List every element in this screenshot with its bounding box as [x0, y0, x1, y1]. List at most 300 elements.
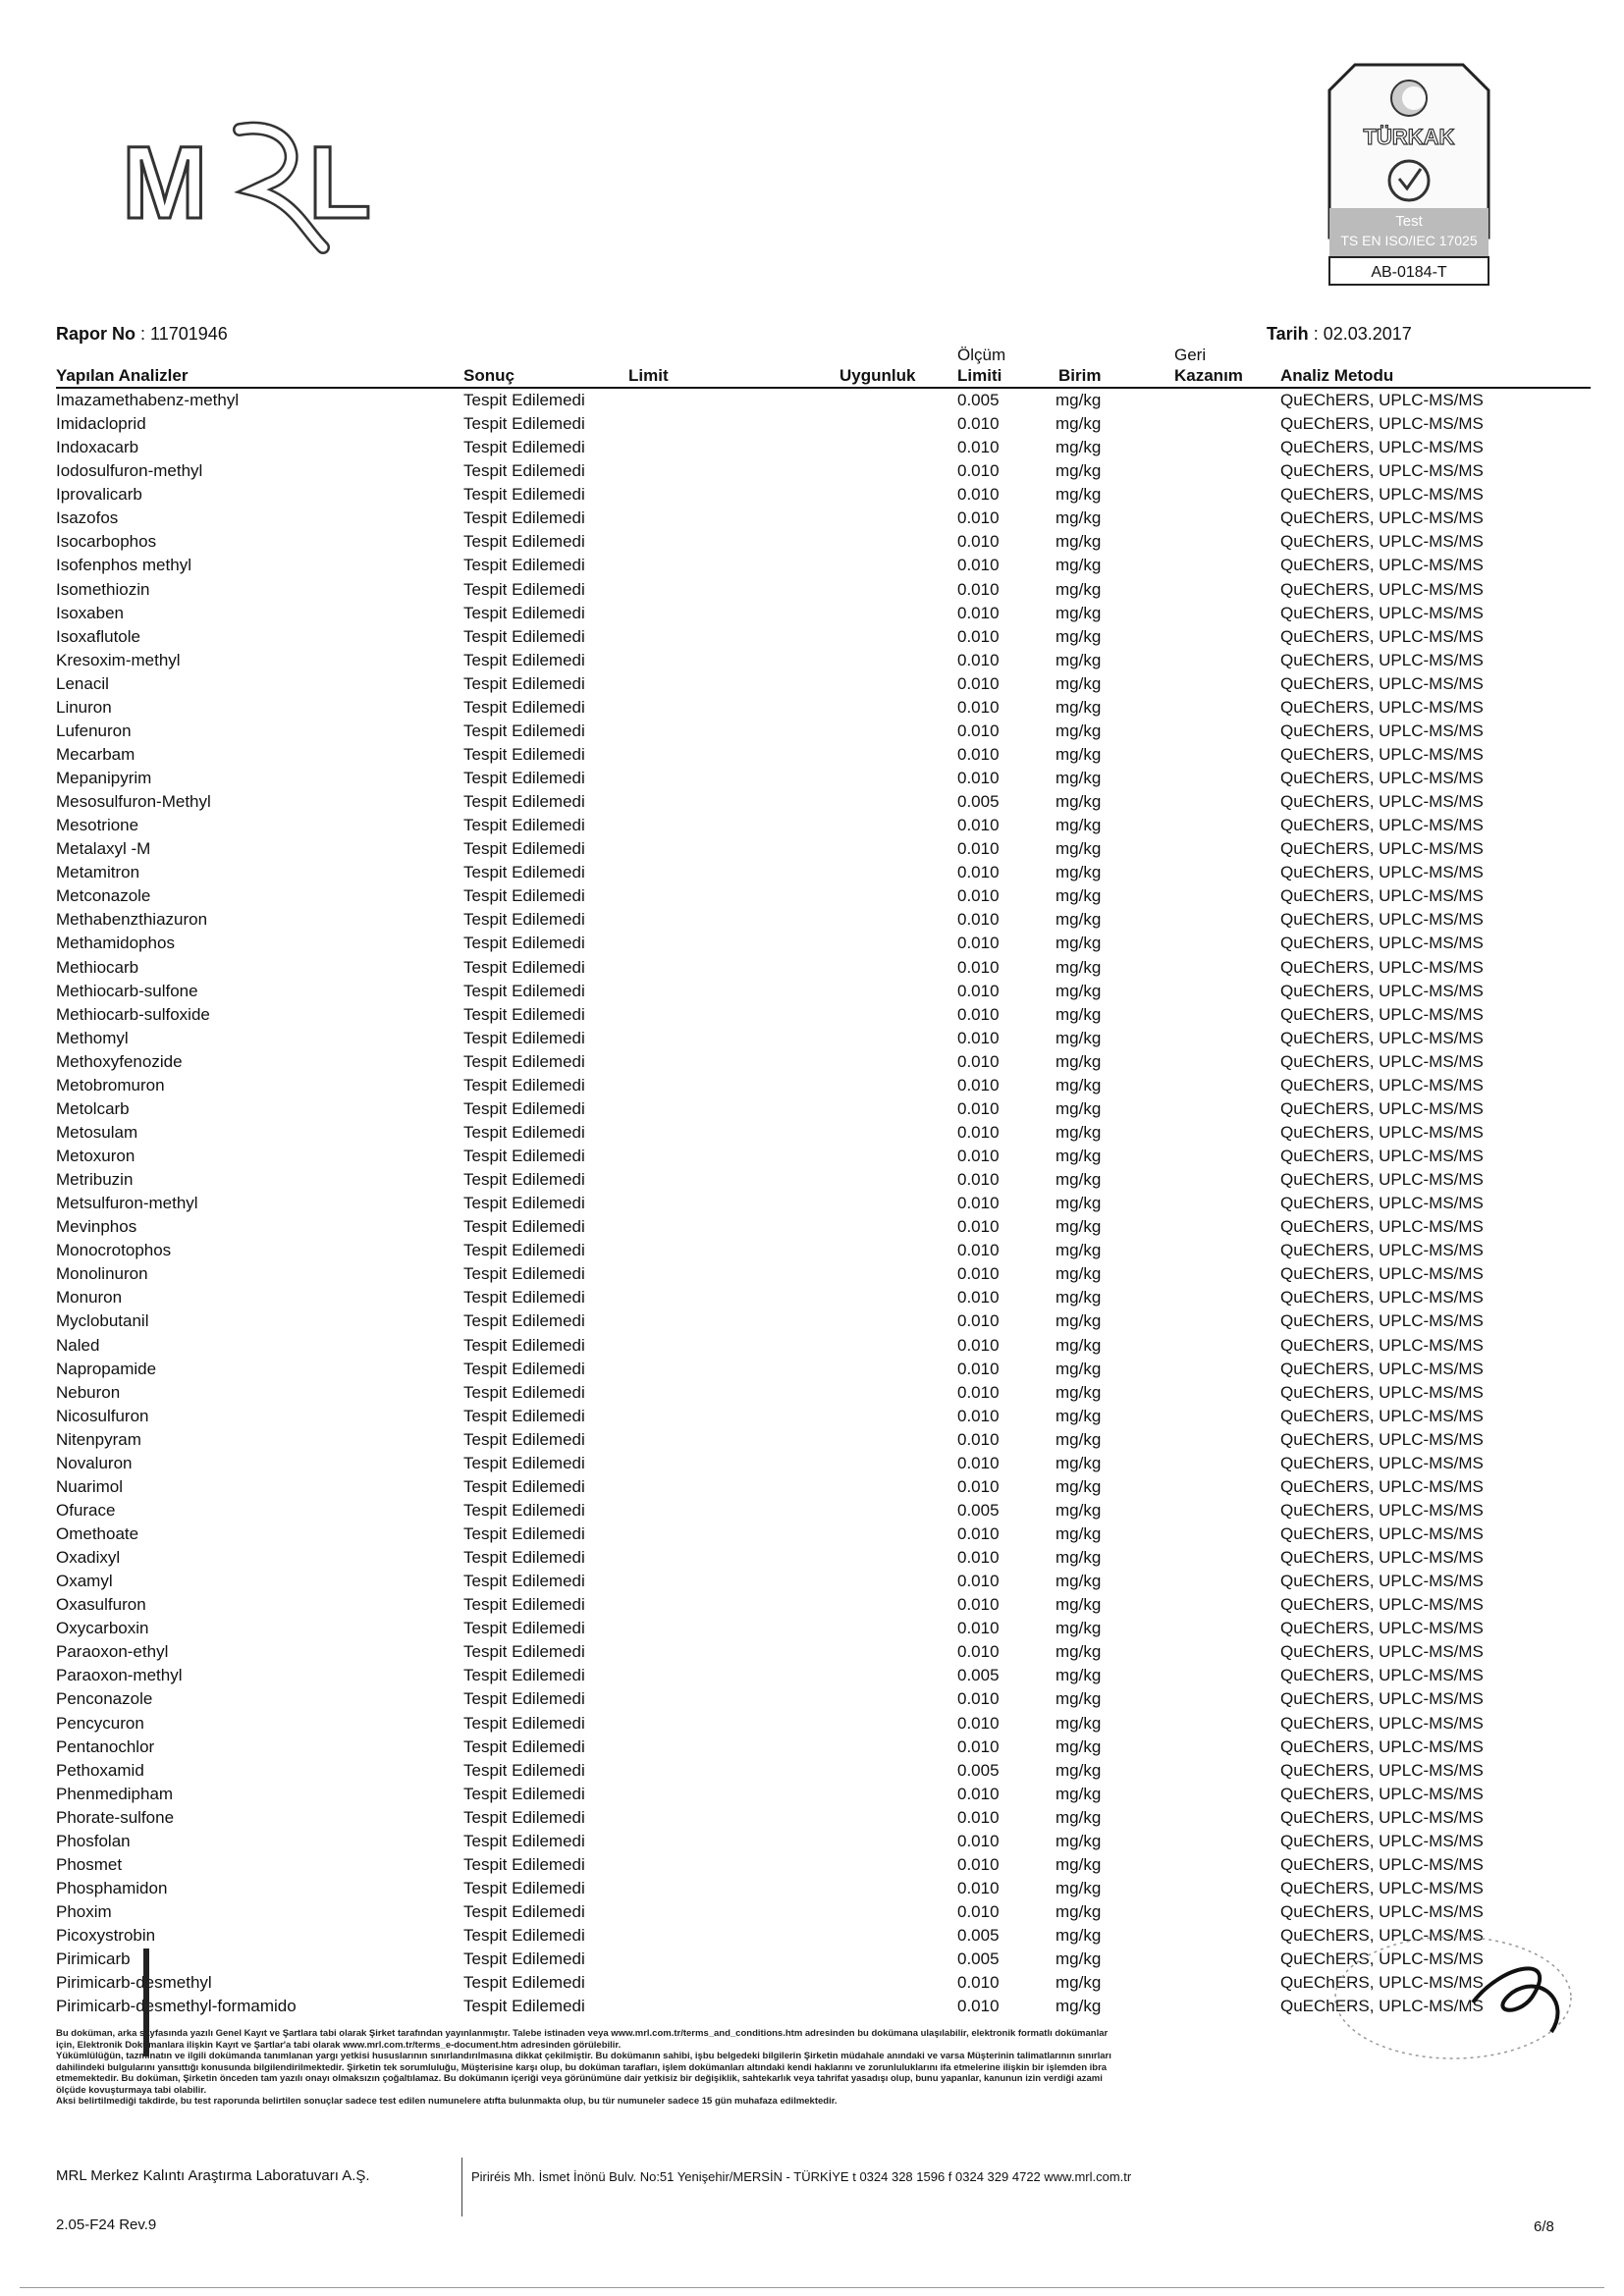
method-value: QuEChERS, UPLC-MS/MS: [1280, 1051, 1484, 1071]
col-recovery-top: Geri: [1174, 346, 1207, 364]
unit-value: mg/kg: [1056, 910, 1102, 930]
analyte-name: Methiocarb-sulfone: [56, 981, 198, 1000]
disclaimer-line: için, Elektronik Dokümanlara ilişkin Kayıt ve Şartlar'a tabi olarak www.mrl.com.tr/terms_e-document.htm adresinden görülebilir.: [56, 2039, 622, 2051]
unit-value: mg/kg: [1056, 532, 1102, 552]
measurement-limit: 0.010: [957, 863, 1000, 882]
table-row: [0, 1712, 1624, 1735]
unit-value: mg/kg: [1056, 1689, 1102, 1709]
measurement-limit: 0.010: [957, 1784, 1000, 1803]
analyte-name: Isazofos: [56, 508, 119, 528]
result-value: Tespit Edilemedi: [463, 1689, 585, 1709]
result-value: Tespit Edilemedi: [463, 1784, 585, 1803]
analyte-name: Methamidophos: [56, 934, 175, 953]
table-row: [0, 743, 1624, 767]
unit-value: mg/kg: [1056, 792, 1102, 812]
measurement-limit: 0.010: [957, 910, 1000, 930]
method-value: QuEChERS, UPLC-MS/MS: [1280, 1217, 1484, 1237]
measurement-limit: 0.005: [957, 1500, 1000, 1520]
result-value: Tespit Edilemedi: [463, 1548, 585, 1568]
analyte-name: Ofurace: [56, 1500, 116, 1520]
unit-value: mg/kg: [1056, 839, 1102, 859]
measurement-limit: 0.010: [957, 744, 1000, 764]
analyte-name: Phosphamidon: [56, 1878, 168, 1897]
unit-value: mg/kg: [1056, 1476, 1102, 1496]
unit-value: mg/kg: [1056, 1217, 1102, 1237]
col-unit: Birim: [1058, 366, 1102, 385]
method-value: QuEChERS, UPLC-MS/MS: [1280, 1500, 1484, 1520]
measurement-limit: 0.010: [957, 485, 1000, 505]
table-row: [0, 1428, 1624, 1452]
method-value: QuEChERS, UPLC-MS/MS: [1280, 1028, 1484, 1047]
measurement-limit: 0.010: [957, 532, 1000, 552]
result-value: Tespit Edilemedi: [463, 508, 585, 528]
measurement-limit: 0.005: [957, 1760, 1000, 1780]
result-value: Tespit Edilemedi: [463, 1288, 585, 1308]
analyte-name: Isomethiozin: [56, 579, 150, 599]
analyte-name: Myclobutanil: [56, 1311, 149, 1331]
method-value: QuEChERS, UPLC-MS/MS: [1280, 1098, 1484, 1118]
method-value: QuEChERS, UPLC-MS/MS: [1280, 1453, 1484, 1472]
method-value: QuEChERS, UPLC-MS/MS: [1280, 1572, 1484, 1591]
unit-value: mg/kg: [1056, 1926, 1102, 1946]
analyte-name: Isoxaben: [56, 603, 124, 622]
unit-value: mg/kg: [1056, 650, 1102, 669]
table-row: [0, 767, 1624, 790]
table-row: [0, 1806, 1624, 1830]
table-row: [0, 1499, 1624, 1522]
report-date: [1267, 324, 1412, 345]
measurement-limit: 0.010: [957, 1854, 1000, 1874]
table-row: [0, 956, 1624, 980]
measurement-limit: 0.010: [957, 1241, 1000, 1260]
table-row: [0, 1334, 1624, 1358]
analyte-name: Imazamethabenz-methyl: [56, 391, 240, 409]
measurement-limit: 0.010: [957, 697, 1000, 717]
method-value: QuEChERS, UPLC-MS/MS: [1280, 1831, 1484, 1850]
analyte-name: Pentanochlor: [56, 1736, 155, 1756]
unit-value: mg/kg: [1056, 579, 1102, 599]
measurement-limit: 0.010: [957, 1264, 1000, 1284]
measurement-limit: 0.010: [957, 1311, 1000, 1331]
result-value: Tespit Edilemedi: [463, 1642, 585, 1662]
unit-value: mg/kg: [1056, 626, 1102, 646]
analyte-name: Lenacil: [56, 673, 109, 693]
result-value: Tespit Edilemedi: [463, 1170, 585, 1190]
result-value: Tespit Edilemedi: [463, 532, 585, 552]
result-value: Tespit Edilemedi: [463, 1500, 585, 1520]
method-value: QuEChERS, UPLC-MS/MS: [1280, 485, 1484, 505]
measurement-limit: 0.010: [957, 1098, 1000, 1118]
measurement-limit: 0.010: [957, 1147, 1000, 1165]
method-value: QuEChERS, UPLC-MS/MS: [1280, 1075, 1484, 1095]
unit-value: mg/kg: [1056, 1736, 1102, 1756]
measurement-limit: 0.010: [957, 556, 1000, 575]
method-value: QuEChERS, UPLC-MS/MS: [1280, 744, 1484, 764]
method-value: QuEChERS, UPLC-MS/MS: [1280, 910, 1484, 930]
result-value: Tespit Edilemedi: [463, 556, 585, 575]
method-value: QuEChERS, UPLC-MS/MS: [1280, 1429, 1484, 1449]
analyte-name: Mesotrione: [56, 816, 139, 835]
analyte-name: Isocarbophos: [56, 532, 157, 552]
analyte-name: Metoxuron: [56, 1147, 135, 1165]
table-row: [0, 1050, 1624, 1074]
result-value: Tespit Edilemedi: [463, 1713, 585, 1733]
form-code: 2.05-F24 Rev.9: [56, 2216, 157, 2233]
method-value: QuEChERS, UPLC-MS/MS: [1280, 1122, 1484, 1142]
result-value: Tespit Edilemedi: [463, 910, 585, 930]
table-row: [0, 530, 1624, 554]
analyte-name: Metobromuron: [56, 1075, 165, 1095]
table-row: [0, 720, 1624, 743]
analyte-name: Pirimicarb: [56, 1949, 131, 1969]
result-value: Tespit Edilemedi: [463, 414, 585, 434]
table-row: [0, 1405, 1624, 1428]
disclaimer-line: Bu doküman, arka sayfasında yazılı Genel Kayıt ve Şartlara tabi olarak Şirket tarafından yayınlanmıştır. Talebe istinaden veya www.mrl.com.tr/terms_and_conditions.htm adresinden bu dokümana ulaşılabilir, elektronik formatlı dokümanlar: [56, 2028, 1109, 2039]
footer-address: Piriréis Mh. İsmet İnönü Bulv. No:51 Yenişehir/MERSİN - TÜRKİYE t 0324 328 1596 f 0324 329 4722 www.mrl.com.tr: [471, 2169, 1132, 2184]
result-value: Tespit Edilemedi: [463, 1572, 585, 1591]
measurement-limit: 0.010: [957, 1335, 1000, 1355]
result-value: Tespit Edilemedi: [463, 1666, 585, 1685]
table-row: [0, 790, 1624, 814]
result-value: Tespit Edilemedi: [463, 1595, 585, 1615]
measurement-limit: 0.010: [957, 414, 1000, 434]
method-value: QuEChERS, UPLC-MS/MS: [1280, 508, 1484, 528]
method-value: QuEChERS, UPLC-MS/MS: [1280, 532, 1484, 552]
analyte-name: Neburon: [56, 1382, 121, 1402]
analyte-name: Metalaxyl -M: [56, 839, 151, 859]
method-value: QuEChERS, UPLC-MS/MS: [1280, 1713, 1484, 1733]
table-row: [0, 1215, 1624, 1239]
measurement-limit: 0.010: [957, 886, 1000, 906]
result-value: Tespit Edilemedi: [463, 1335, 585, 1355]
result-value: Tespit Edilemedi: [463, 1926, 585, 1946]
result-value: Tespit Edilemedi: [463, 1217, 585, 1237]
report-number-value: : 11701946: [140, 324, 228, 344]
result-value: Tespit Edilemedi: [463, 1122, 585, 1142]
result-value: Tespit Edilemedi: [463, 1973, 585, 1993]
turkak-accreditation-logo: [1326, 61, 1492, 291]
table-row: [0, 884, 1624, 908]
unit-value: mg/kg: [1056, 1784, 1102, 1803]
unit-value: mg/kg: [1056, 1429, 1102, 1449]
analyte-name: Phoxim: [56, 1902, 112, 1921]
analyte-name: Phosfolan: [56, 1831, 131, 1850]
method-value: QuEChERS, UPLC-MS/MS: [1280, 1997, 1484, 2016]
result-value: Tespit Edilemedi: [463, 1807, 585, 1827]
unit-value: mg/kg: [1056, 1595, 1102, 1615]
measurement-limit: 0.010: [957, 626, 1000, 646]
measurement-limit: 0.010: [957, 981, 1000, 1000]
unit-value: mg/kg: [1056, 1500, 1102, 1520]
measurement-limit: 0.005: [957, 1666, 1000, 1685]
measurement-limit: 0.010: [957, 1004, 1000, 1024]
unit-value: mg/kg: [1056, 886, 1102, 906]
table-row: [0, 1900, 1624, 1924]
method-value: QuEChERS, UPLC-MS/MS: [1280, 579, 1484, 599]
unit-value: mg/kg: [1056, 934, 1102, 953]
unit-value: mg/kg: [1056, 1122, 1102, 1142]
analyte-name: Nuarimol: [56, 1476, 124, 1496]
results-table: [0, 389, 1624, 2018]
result-value: Tespit Edilemedi: [463, 1241, 585, 1260]
result-value: Tespit Edilemedi: [463, 1147, 585, 1165]
method-value: QuEChERS, UPLC-MS/MS: [1280, 1784, 1484, 1803]
result-value: Tespit Edilemedi: [463, 744, 585, 764]
analyte-name: Imidacloprid: [56, 414, 146, 434]
unit-value: mg/kg: [1056, 1051, 1102, 1071]
measurement-limit: 0.010: [957, 769, 1000, 787]
disclaimer-line: dahilindeki bulgularını yansıttığı konusunda bilgilendirilmektedir. Şirketin tek sorumluluğu, Müşterisine karşı olup, bu doküman tarafları, işlem dokümanları altındaki kendi haklarını ve zorunluluklarını ifa etmelerine ilişkin bir işlemden ibra: [56, 2061, 1108, 2073]
measurement-limit: 0.010: [957, 1736, 1000, 1756]
analyte-name: Naled: [56, 1335, 100, 1355]
analyte-name: Methoxyfenozide: [56, 1051, 183, 1071]
report-number-label: Rapor No: [56, 324, 135, 344]
measurement-limit: 0.010: [957, 1429, 1000, 1449]
result-value: Tespit Edilemedi: [463, 1524, 585, 1543]
measurement-limit: 0.010: [957, 1689, 1000, 1709]
unit-value: mg/kg: [1056, 1264, 1102, 1284]
table-row: [0, 1452, 1624, 1475]
analyte-name: Iprovalicarb: [56, 485, 142, 505]
result-value: Tespit Edilemedi: [463, 1429, 585, 1449]
disclaimer-line: Aksi belirtilmediği takdirde, bu test raporunda belirtilen sonuçlar sadece test edilen numunelere atıfta bulunmakta olup, bu tür numuneler sadece 15 gün muhafaza edilmektedir.: [56, 2096, 838, 2107]
measurement-limit: 0.010: [957, 1807, 1000, 1827]
unit-value: mg/kg: [1056, 391, 1102, 409]
table-row: [0, 1262, 1624, 1286]
method-value: QuEChERS, UPLC-MS/MS: [1280, 1689, 1484, 1709]
measurement-limit: 0.010: [957, 508, 1000, 528]
analyte-name: Oxasulfuron: [56, 1595, 146, 1615]
table-row: [0, 1239, 1624, 1262]
page-number: 6/8: [1534, 2218, 1554, 2235]
method-value: QuEChERS, UPLC-MS/MS: [1280, 886, 1484, 906]
unit-value: mg/kg: [1056, 1548, 1102, 1568]
table-row: [0, 1617, 1624, 1640]
result-value: Tespit Edilemedi: [463, 1311, 585, 1331]
result-value: Tespit Edilemedi: [463, 438, 585, 457]
measurement-limit: 0.010: [957, 816, 1000, 835]
measurement-limit: 0.010: [957, 1997, 1000, 2016]
unit-value: mg/kg: [1056, 508, 1102, 528]
method-value: QuEChERS, UPLC-MS/MS: [1280, 1854, 1484, 1874]
table-row: [0, 389, 1624, 412]
table-row: [0, 861, 1624, 884]
table-row: [0, 1192, 1624, 1215]
method-value: QuEChERS, UPLC-MS/MS: [1280, 673, 1484, 693]
table-row: [0, 1522, 1624, 1546]
analyte-name: Oxamyl: [56, 1572, 113, 1591]
result-value: Tespit Edilemedi: [463, 1619, 585, 1638]
logo-m: M: [122, 126, 204, 240]
table-row: [0, 980, 1624, 1003]
measurement-limit: 0.010: [957, 1075, 1000, 1095]
analyte-name: Methiocarb: [56, 957, 139, 977]
table-row: [0, 1570, 1624, 1593]
measurement-limit: 0.010: [957, 1973, 1000, 1993]
analyte-name: Monolinuron: [56, 1264, 148, 1284]
table-row: [0, 1783, 1624, 1806]
unit-value: mg/kg: [1056, 1854, 1102, 1874]
result-value: Tespit Edilemedi: [463, 1382, 585, 1402]
result-value: Tespit Edilemedi: [463, 981, 585, 1000]
unit-value: mg/kg: [1056, 744, 1102, 764]
report-date-value: : 02.03.2017: [1313, 324, 1412, 344]
disclaimer-line: etmemektedir. Bu doküman, Şirketin önceden tam yazılı onayı olmaksızın çoğaltılamaz. Bu dokümanın içeriği veya görünümüne dair yetkisiz bir değişiklik, sahtekarlık veya tahrifat yasadışı olup, bunu yapanlar, kanunun izin verdiği azami: [56, 2073, 1103, 2084]
unit-value: mg/kg: [1056, 1760, 1102, 1780]
unit-value: mg/kg: [1056, 721, 1102, 740]
method-value: QuEChERS, UPLC-MS/MS: [1280, 1288, 1484, 1308]
method-value: QuEChERS, UPLC-MS/MS: [1280, 1359, 1484, 1378]
unit-value: mg/kg: [1056, 1666, 1102, 1685]
measurement-limit: 0.010: [957, 1453, 1000, 1472]
bottom-rule: [20, 2287, 1604, 2288]
table-row: [0, 1830, 1624, 1853]
method-value: QuEChERS, UPLC-MS/MS: [1280, 1406, 1484, 1425]
measurement-limit: 0.010: [957, 1713, 1000, 1733]
unit-value: mg/kg: [1056, 981, 1102, 1000]
analyte-name: Metolcarb: [56, 1098, 130, 1118]
analyte-name: Monuron: [56, 1288, 123, 1308]
logo-l: L: [308, 126, 372, 240]
measurement-limit: 0.010: [957, 1194, 1000, 1213]
method-value: QuEChERS, UPLC-MS/MS: [1280, 1147, 1484, 1165]
analyte-name: Monocrotophos: [56, 1241, 172, 1260]
analyte-name: Paraoxon-ethyl: [56, 1642, 169, 1662]
method-value: QuEChERS, UPLC-MS/MS: [1280, 1194, 1484, 1213]
method-value: QuEChERS, UPLC-MS/MS: [1280, 1807, 1484, 1827]
col-mlimit-top: Ölçüm: [957, 346, 1006, 364]
measurement-limit: 0.010: [957, 957, 1000, 977]
result-value: Tespit Edilemedi: [463, 1406, 585, 1425]
result-value: Tespit Edilemedi: [463, 485, 585, 505]
analyte-name: Metconazole: [56, 886, 151, 906]
unit-value: mg/kg: [1056, 1075, 1102, 1095]
mrl-logo: [122, 110, 377, 257]
table-row: [0, 1546, 1624, 1570]
unit-value: mg/kg: [1056, 438, 1102, 457]
unit-value: mg/kg: [1056, 1619, 1102, 1638]
result-value: Tespit Edilemedi: [463, 1075, 585, 1095]
analyte-name: Metamitron: [56, 863, 140, 882]
analyte-name: Picoxystrobin: [56, 1926, 156, 1946]
measurement-limit: 0.010: [957, 673, 1000, 693]
analyte-name: Isofenphos methyl: [56, 556, 191, 575]
method-value: QuEChERS, UPLC-MS/MS: [1280, 556, 1484, 575]
col-recovery: Kazanım: [1174, 366, 1243, 385]
unit-value: mg/kg: [1056, 957, 1102, 977]
table-row: [0, 837, 1624, 861]
unit-value: mg/kg: [1056, 769, 1102, 787]
analyte-name: Mecarbam: [56, 744, 135, 764]
result-value: Tespit Edilemedi: [463, 792, 585, 812]
table-row: [0, 625, 1624, 649]
measurement-limit: 0.010: [957, 1524, 1000, 1543]
unit-value: mg/kg: [1056, 1359, 1102, 1378]
analyte-name: Pethoxamid: [56, 1760, 144, 1780]
method-value: QuEChERS, UPLC-MS/MS: [1280, 626, 1484, 646]
measurement-limit: 0.010: [957, 1170, 1000, 1190]
result-value: Tespit Edilemedi: [463, 461, 585, 481]
method-value: QuEChERS, UPLC-MS/MS: [1280, 1878, 1484, 1897]
unit-value: mg/kg: [1056, 1453, 1102, 1472]
result-value: Tespit Edilemedi: [463, 579, 585, 599]
result-value: Tespit Edilemedi: [463, 934, 585, 953]
result-value: Tespit Edilemedi: [463, 1831, 585, 1850]
table-row: [0, 483, 1624, 507]
measurement-limit: 0.010: [957, 461, 1000, 481]
analyte-name: Mepanipyrim: [56, 769, 152, 787]
result-value: Tespit Edilemedi: [463, 1476, 585, 1496]
method-value: QuEChERS, UPLC-MS/MS: [1280, 1476, 1484, 1496]
table-row: [0, 1687, 1624, 1711]
measurement-limit: 0.010: [957, 1382, 1000, 1402]
result-value: Tespit Edilemedi: [463, 603, 585, 622]
analyte-name: Phorate-sulfone: [56, 1807, 175, 1827]
analyte-name: Methiocarb-sulfoxide: [56, 1004, 210, 1024]
method-value: QuEChERS, UPLC-MS/MS: [1280, 1595, 1484, 1615]
method-value: QuEChERS, UPLC-MS/MS: [1280, 863, 1484, 882]
col-analysis: Yapılan Analizler: [56, 366, 189, 385]
measurement-limit: 0.010: [957, 1359, 1000, 1378]
analyte-name: Paraoxon-methyl: [56, 1666, 183, 1685]
method-value: QuEChERS, UPLC-MS/MS: [1280, 1760, 1484, 1780]
col-method: Analiz Metodu: [1280, 366, 1394, 385]
table-row: [0, 1097, 1624, 1121]
result-value: Tespit Edilemedi: [463, 957, 585, 977]
method-value: QuEChERS, UPLC-MS/MS: [1280, 839, 1484, 859]
analyte-name: Novaluron: [56, 1453, 133, 1472]
measurement-limit: 0.010: [957, 1572, 1000, 1591]
table-row: [0, 1074, 1624, 1097]
result-value: Tespit Edilemedi: [463, 1004, 585, 1024]
analyte-name: Linuron: [56, 697, 112, 717]
analyte-name: Phosmet: [56, 1854, 123, 1874]
measurement-limit: 0.010: [957, 839, 1000, 859]
analyte-name: Oxycarboxin: [56, 1619, 149, 1638]
result-value: Tespit Edilemedi: [463, 1098, 585, 1118]
measurement-limit: 0.010: [957, 579, 1000, 599]
result-value: Tespit Edilemedi: [463, 697, 585, 717]
table-row: [0, 507, 1624, 530]
footer-divider: [461, 2158, 462, 2216]
method-value: QuEChERS, UPLC-MS/MS: [1280, 934, 1484, 953]
table-row: [0, 1381, 1624, 1405]
table-row: [0, 1735, 1624, 1759]
result-value: Tespit Edilemedi: [463, 1760, 585, 1780]
table-row: [0, 1168, 1624, 1192]
table-row: [0, 908, 1624, 932]
unit-value: mg/kg: [1056, 1098, 1102, 1118]
analyte-name: Pirimicarb-desmethyl-formamido: [56, 1997, 297, 2016]
legal-disclaimer: [56, 2028, 1568, 2108]
unit-value: mg/kg: [1056, 1335, 1102, 1355]
measurement-limit: 0.010: [957, 603, 1000, 622]
measurement-limit: 0.010: [957, 1476, 1000, 1496]
report-number: [56, 324, 228, 345]
method-value: QuEChERS, UPLC-MS/MS: [1280, 697, 1484, 717]
analyte-name: Methomyl: [56, 1028, 129, 1047]
analyte-name: Omethoate: [56, 1524, 139, 1543]
unit-value: mg/kg: [1056, 1642, 1102, 1662]
measurement-limit: 0.010: [957, 1406, 1000, 1425]
measurement-limit: 0.010: [957, 1051, 1000, 1071]
analyte-name: Mevinphos: [56, 1217, 137, 1237]
unit-value: mg/kg: [1056, 1288, 1102, 1308]
method-value: QuEChERS, UPLC-MS/MS: [1280, 414, 1484, 434]
table-row: [0, 1145, 1624, 1168]
unit-value: mg/kg: [1056, 485, 1102, 505]
unit-value: mg/kg: [1056, 603, 1102, 622]
